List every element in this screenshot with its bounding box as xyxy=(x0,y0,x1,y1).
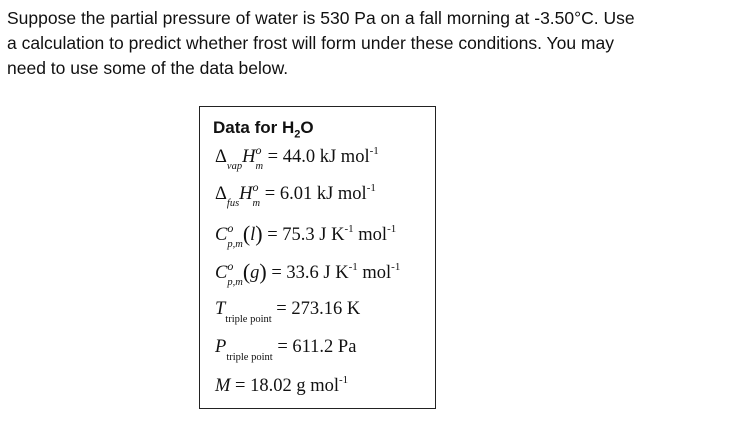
question-text xyxy=(7,6,727,81)
triple-point-pressure: $P_{triple point} = 611.2$ Pa xyxy=(215,337,357,363)
heat-capacity-liquid: $C^o_{p,m}(l) = 75.3$ J $K^{-1}$ mol$^{-1}$ xyxy=(215,221,397,250)
molar-mass: M = 18.02 g mol$^{-1}$ xyxy=(215,374,349,396)
data-box xyxy=(199,106,436,409)
question-line-2: a calculation to predict whether frost will form under these conditions. You may xyxy=(7,33,614,53)
question-line-3: need to use some of the data below. xyxy=(7,58,289,78)
data-box-title: Data for $H_2O$ xyxy=(213,118,314,141)
enthalpy-vaporization: $\Delta_{vap}H^o_m = 44.0$ kJ mol$^{-1}$ xyxy=(215,143,379,172)
heat-capacity-gas: $C^o_{p,m}(g) = 33.6$ J $K^{-1}$ mol$^{-1}$ xyxy=(215,259,401,288)
enthalpy-fusion: $\Delta_{fus}H^o_m = 6.01$ kJ mol$^{-1}$ xyxy=(215,180,376,209)
question-line-1: Suppose the partial pressure of water is 530 Pa on a fall morning at -3.50°C. Use xyxy=(7,8,635,28)
triple-point-temperature: $T_{triple point} = 273.16$ K xyxy=(215,299,361,325)
